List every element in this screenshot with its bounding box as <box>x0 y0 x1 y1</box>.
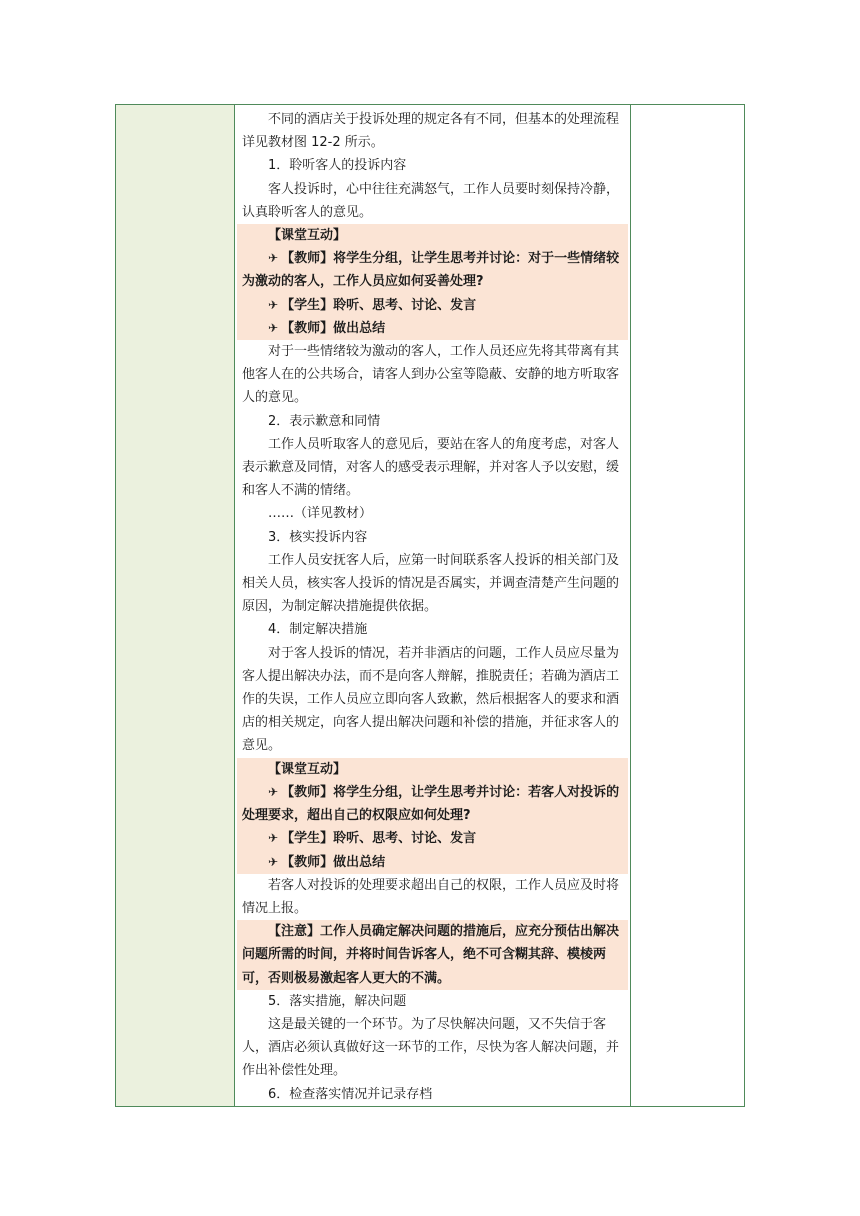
interaction-item-student: ✈ 【学生】聆听、思考、讨论、发言 <box>268 831 477 847</box>
interaction-title: 【课堂互动】 <box>268 228 347 244</box>
lesson-table <box>115 104 745 1107</box>
paragraph-step-1: 客人投诉时，心中往往充满怒气，工作人员要时刻保持冷静，认真聆听客人的意见。 <box>242 181 620 220</box>
interaction-item-summary: ✈ 【教师】做出总结 <box>268 854 386 870</box>
paragraph-emotional-guests: 对于一些情绪较为激动的客人，工作人员还应先将其带离有其他客人在的公共场合，请客人到办公室等隐蔽、安静的地方听取客人的意见。 <box>242 344 620 406</box>
paragraph-see-textbook: ……（详见教材） <box>268 506 373 522</box>
note-box <box>237 920 628 990</box>
table-left-column <box>116 105 235 1106</box>
heading-step-1: 1．聆听客人的投诉内容 <box>268 158 407 174</box>
note-text: 【注意】工作人员确定解决问题的措施后，应充分预估出解决问题所需的时间，并将时间告诉客人，绝不可含糊其辞、模棱两可，否则极易激起客人更大的不满。 <box>242 924 620 986</box>
table-content-column <box>235 105 631 1106</box>
paragraph-step-4: 对于客人投诉的情况，若并非酒店的问题，工作人员应尽量为客人提出解决办法，而不是向客人辩解，推脱责任；若确为酒店工作的失误，工作人员应立即向客人致歉，然后根据客人的要求和酒店的相关规定，向客人提出解决问题和补偿的措施，并征求客人的意见。 <box>242 645 620 754</box>
heading-step-2: 2．表示歉意和同情 <box>268 413 381 429</box>
airplane-icon: ✈ <box>268 251 279 266</box>
classroom-interaction-box-2 <box>237 758 628 874</box>
interaction-item-teacher: ✈ 【教师】将学生分组，让学生思考并讨论：对于一些情绪较为激动的客人，工作人员应如何妥善处理? <box>242 251 620 290</box>
airplane-icon: ✈ <box>268 854 279 869</box>
airplane-icon: ✈ <box>268 784 279 799</box>
airplane-icon: ✈ <box>268 297 279 312</box>
interaction-item-teacher: ✈ 【教师】将学生分组，让学生思考并讨论：若客人对投诉的处理要求，超出自己的权限应如何处理? <box>242 784 620 824</box>
classroom-interaction-box-1 <box>237 224 628 340</box>
interaction-item-student: ✈ 【学生】聆听、思考、讨论、发言 <box>268 297 477 313</box>
heading-step-3: 3．核实投诉内容 <box>268 529 368 545</box>
interaction-title: 【课堂互动】 <box>268 761 347 777</box>
paragraph-step-5: 这是最关键的一个环节。为了尽快解决问题，又不失信于客人，酒店必须认真做好这一环节的工作，尽快为客人解决问题，并作出补偿性处理。 <box>242 1016 620 1079</box>
heading-step-4: 4．制定解决措施 <box>268 622 368 638</box>
paragraph-step-2: 工作人员听取客人的意见后，要站在客人的角度考虑，对客人表示歉意及同情，对客人的感受表示理解，并对客人予以安慰，缓和客人不满的情绪。 <box>242 436 620 499</box>
heading-step-5: 5．落实措施，解决问题 <box>268 993 407 1009</box>
paragraph-intro: 不同的酒店关于投诉处理的规定各有不同，但基本的处理流程详见教材图 12-2 所示。 <box>242 112 620 151</box>
interaction-item-summary: ✈ 【教师】做出总结 <box>268 320 386 336</box>
table-right-column <box>631 105 744 1106</box>
airplane-icon: ✈ <box>268 831 279 846</box>
lesson-content <box>235 105 630 1106</box>
paragraph-report-up: 若客人对投诉的处理要求超出自己的权限，工作人员应及时将情况上报。 <box>242 877 620 916</box>
paragraph-step-3: 工作人员安抚客人后，应第一时间联系客人投诉的相关部门及相关人员，核实客人投诉的情况是否属实，并调查清楚产生问题的原因，为制定解决措施提供依据。 <box>242 552 620 615</box>
airplane-icon: ✈ <box>268 320 279 335</box>
heading-step-6: 6．检查落实情况并记录存档 <box>268 1086 433 1102</box>
